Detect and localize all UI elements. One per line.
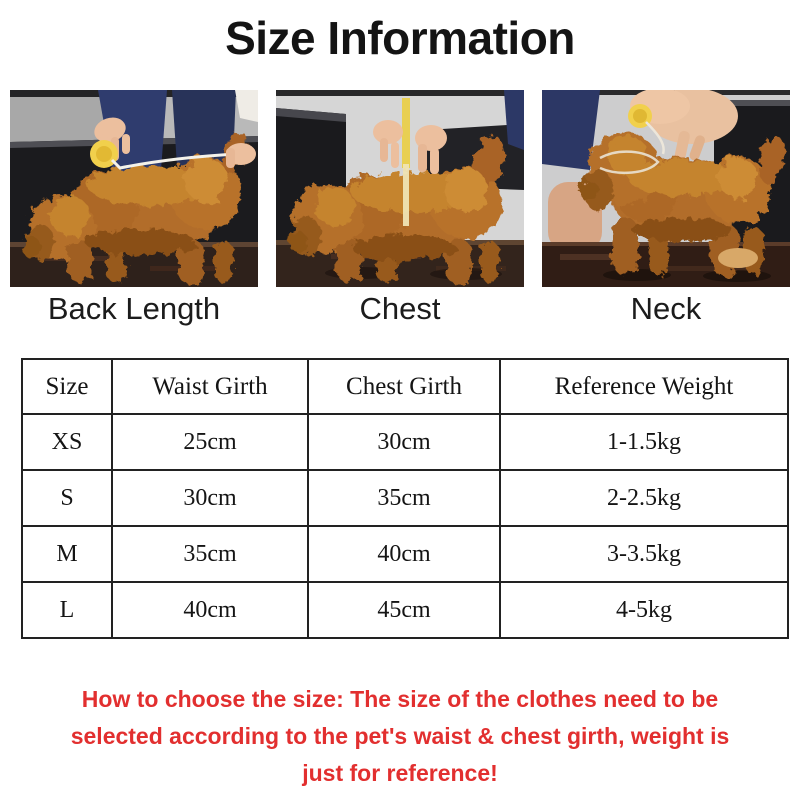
dog-back-length-measure-illustration	[10, 90, 258, 287]
table-cell: 30cm	[112, 470, 308, 526]
table-cell: 25cm	[112, 414, 308, 470]
tape-measure-strip	[402, 98, 410, 168]
table-cell: 40cm	[308, 526, 500, 582]
neck-photo	[542, 90, 790, 287]
measuring-tape	[403, 164, 409, 226]
table-cell: 4-5kg	[500, 582, 788, 638]
back-length-photo	[10, 90, 258, 287]
table-row-s	[22, 470, 788, 526]
table-cell: L	[22, 582, 112, 638]
photo-label-neck: Neck	[630, 291, 702, 326]
size-note-line-2: selected according to the pet's waist & chest girth, weight is	[70, 723, 730, 749]
table-cell: 3-3.5kg	[500, 526, 788, 582]
size-table-header-chest-girth: Chest Girth	[308, 359, 500, 414]
table-cell: 40cm	[112, 582, 308, 638]
photo-label-back-length: Back Length	[47, 291, 221, 326]
table-row-m	[22, 526, 788, 582]
measurement-photos-row	[0, 90, 800, 329]
chest-photo	[276, 90, 524, 287]
table-cell: 30cm	[308, 414, 500, 470]
photo-back-length	[10, 90, 258, 329]
table-cell: 35cm	[308, 470, 500, 526]
photo-chest	[276, 90, 524, 329]
table-row-l	[22, 582, 788, 638]
page-title: Size Information	[225, 12, 575, 64]
size-choice-note	[0, 681, 800, 792]
table-cell: 35cm	[112, 526, 308, 582]
table-row-xs	[22, 414, 788, 470]
photo-neck	[542, 90, 790, 329]
photo-label-chest: Chest	[359, 291, 441, 326]
dog-neck-measure-illustration	[542, 90, 790, 287]
size-table-header-row	[22, 359, 788, 414]
size-information-page	[0, 10, 800, 792]
size-table-header-waist-girth: Waist Girth	[112, 359, 308, 414]
table-cell: M	[22, 526, 112, 582]
size-note-line-1: How to choose the size: The size of the clothes need to be	[81, 686, 719, 712]
size-table-header-size: Size	[22, 359, 112, 414]
table-cell: S	[22, 470, 112, 526]
dog-paw	[718, 248, 758, 268]
table-cell: 45cm	[308, 582, 500, 638]
dog-chest-measure-illustration	[276, 90, 524, 287]
table-cell: 2-2.5kg	[500, 470, 788, 526]
table-cell: XS	[22, 414, 112, 470]
size-note-line-3: just for reference!	[302, 760, 498, 786]
size-table-header-reference-weight: Reference Weight	[500, 359, 788, 414]
table-cell: 1-1.5kg	[500, 414, 788, 470]
size-table	[21, 358, 789, 639]
